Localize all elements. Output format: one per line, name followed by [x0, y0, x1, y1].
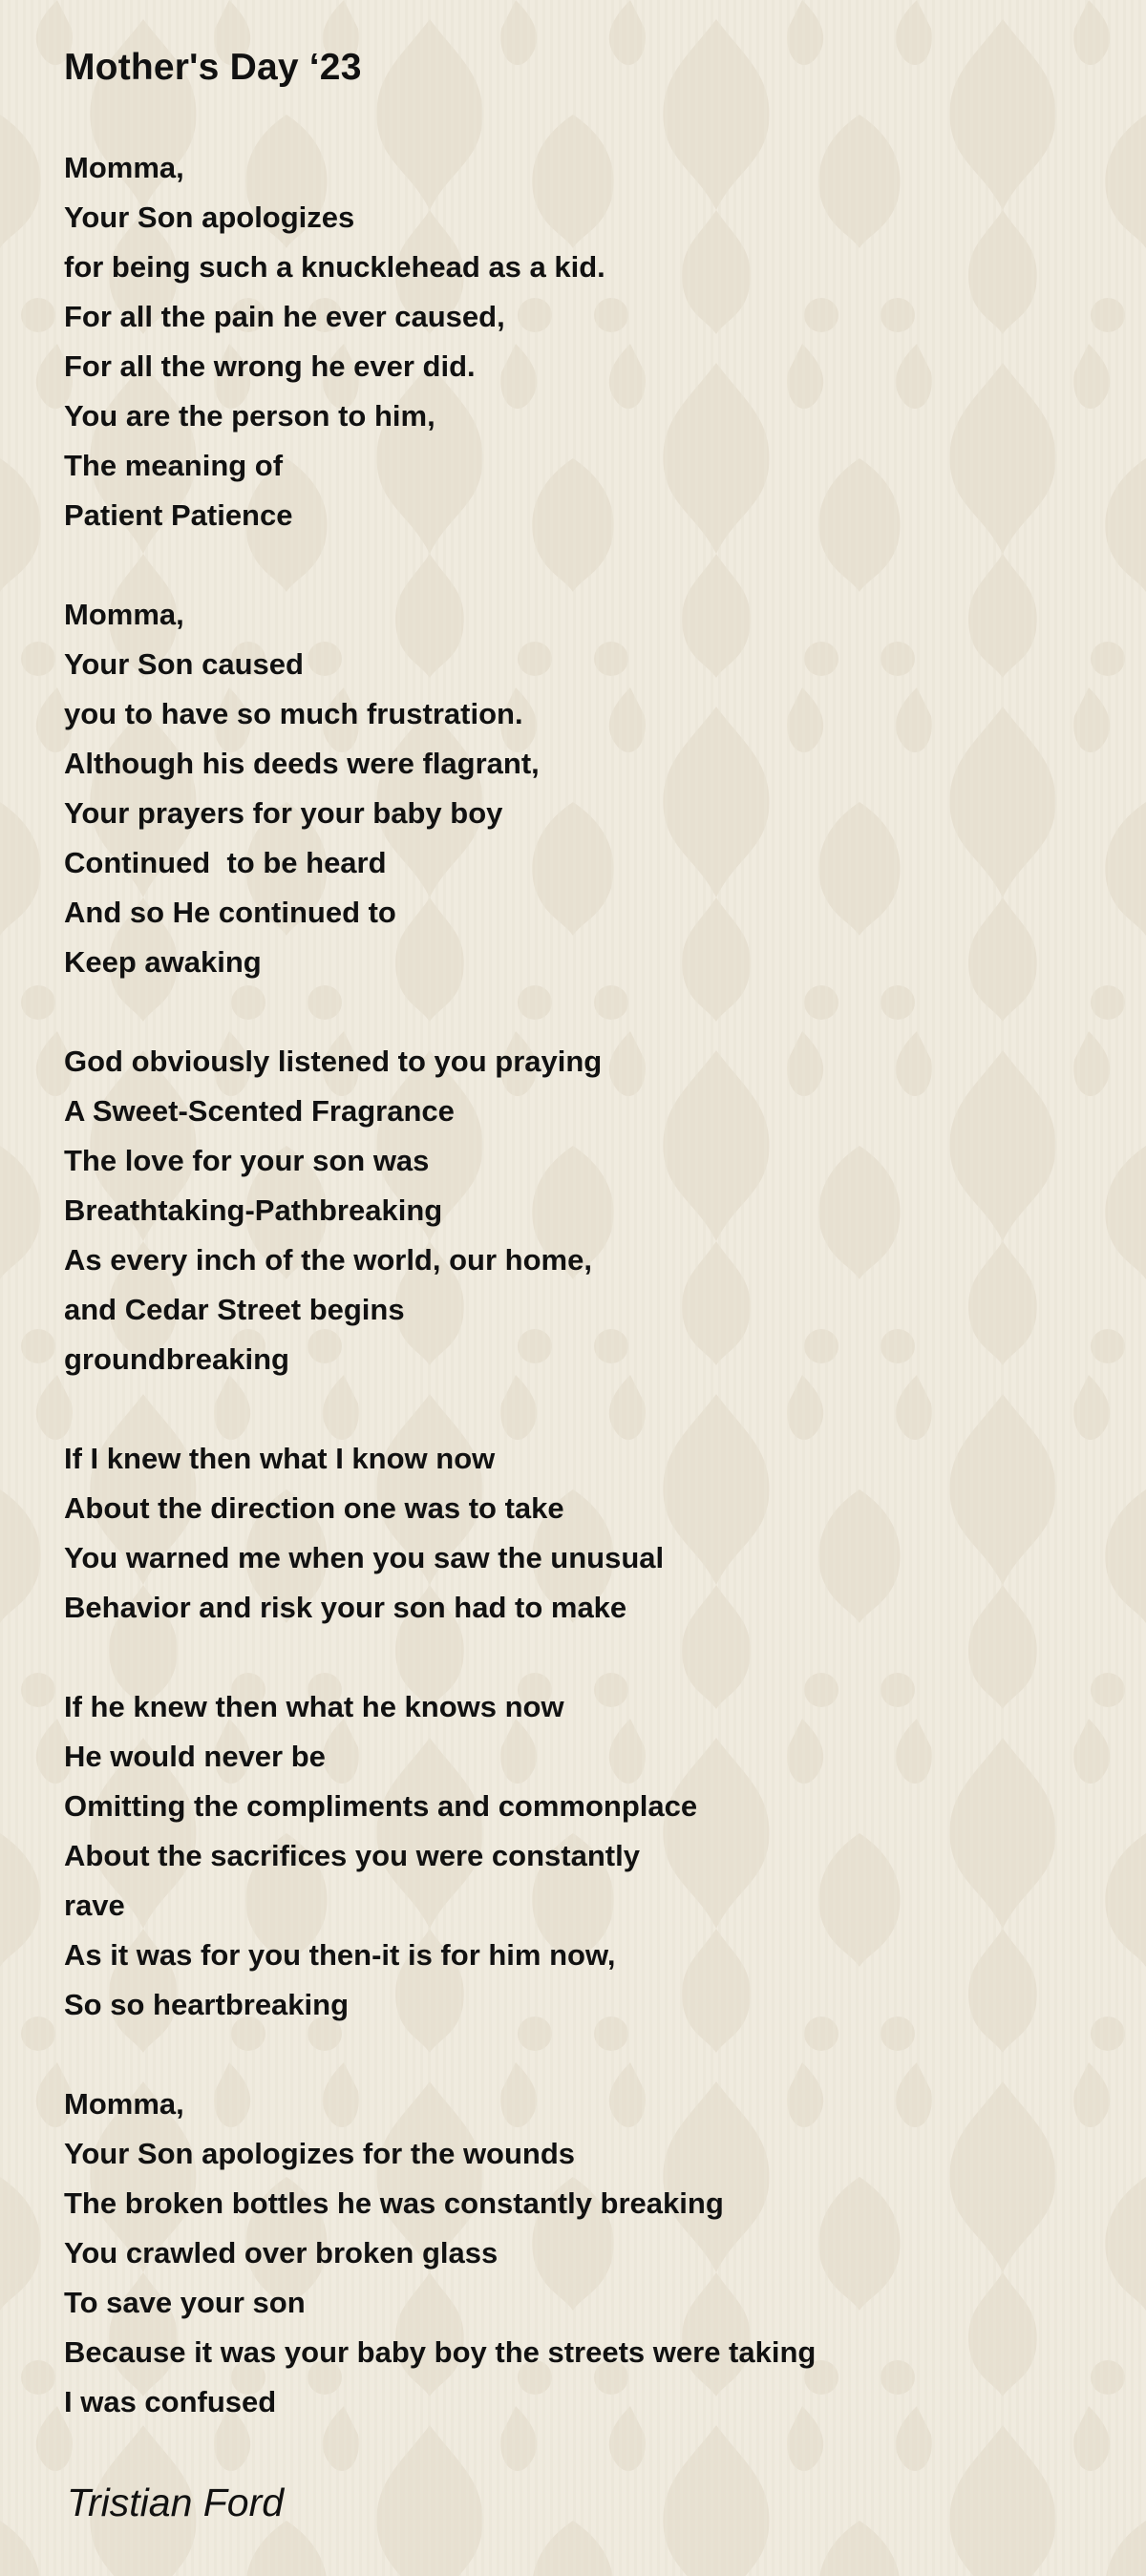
- poem-line: As it was for you then-it is for him now,: [64, 1938, 616, 1972]
- poem-line: you to have so much frustration.: [64, 697, 523, 730]
- poem-line: Your Son apologizes for the wounds: [64, 2137, 576, 2170]
- poem-line: About the direction one was to take: [64, 1491, 564, 1525]
- poem-line: So so heartbreaking: [64, 1988, 350, 2021]
- poem-line: If he knew then what he knows now: [64, 1690, 564, 1723]
- poem-line: A Sweet-Scented Fragrance: [64, 1094, 455, 1128]
- poem-line: Your prayers for your baby boy: [64, 796, 503, 830]
- poem-line: groundbreaking: [64, 1342, 289, 1376]
- poem-line: rave: [64, 1889, 125, 1922]
- poem-line: Momma,: [64, 2087, 184, 2121]
- poem-stanza: [64, 2080, 1076, 2427]
- poem-stanza: [64, 1682, 1076, 2030]
- poem-line: Breathtaking-Pathbreaking: [64, 1193, 443, 1227]
- poem-author: Tristian Ford: [67, 2481, 285, 2524]
- poem-line: If I knew then what I know now: [64, 1442, 496, 1475]
- poem-line: And so He continued to: [64, 896, 396, 929]
- poem-line: You warned me when you saw the unusual: [64, 1541, 665, 1574]
- poem-line: To save your son: [64, 2286, 306, 2319]
- poem-line: for being such a knucklehead as a kid.: [64, 250, 605, 284]
- poem-line: God obviously listened to you praying: [64, 1045, 603, 1078]
- poem-line: Your Son caused: [64, 647, 304, 681]
- poem-line: About the sacrifices you were constantly: [64, 1839, 640, 1872]
- poem-line: For all the wrong he ever did.: [64, 349, 476, 383]
- poem-line: The meaning of: [64, 449, 284, 482]
- poem-stanza: [64, 143, 1076, 540]
- poem-line: You crawled over broken glass: [64, 2236, 499, 2270]
- poem-stanza: [64, 1037, 1076, 1384]
- poem-line: Omitting the compliments and commonplace: [64, 1789, 698, 1823]
- poem-line: and Cedar Street begins: [64, 1293, 405, 1326]
- poem-stanza: [64, 590, 1076, 987]
- poem-line: You are the person to him,: [64, 399, 435, 433]
- poem-line: As every inch of the world, our home,: [64, 1243, 592, 1277]
- poem-line: Continued to be heard: [64, 846, 387, 879]
- poem-stanza: [64, 1434, 1076, 1633]
- poem-line: He would never be: [64, 1740, 326, 1773]
- poem-line: Keep awaking: [64, 945, 262, 979]
- poem-line: The love for your son was: [64, 1144, 430, 1177]
- poem-line: Although his deeds were flagrant,: [64, 747, 540, 780]
- poem-line: Momma,: [64, 151, 184, 184]
- poem-line: Behavior and risk your son had to make: [64, 1591, 627, 1624]
- poem-line: The broken bottles he was constantly breaking: [64, 2186, 724, 2220]
- poem-line: Momma,: [64, 598, 184, 631]
- poem-line: Because it was your baby boy the streets were taking: [64, 2335, 817, 2369]
- poem-line: Patient Patience: [64, 498, 293, 532]
- poem-line: For all the pain he ever caused,: [64, 300, 505, 333]
- poem-line: I was confused: [64, 2385, 277, 2418]
- poem-line: Your Son apologizes: [64, 201, 355, 234]
- poem-title: Mother's Day ‘23: [64, 47, 362, 88]
- poem-body: [64, 143, 1076, 2477]
